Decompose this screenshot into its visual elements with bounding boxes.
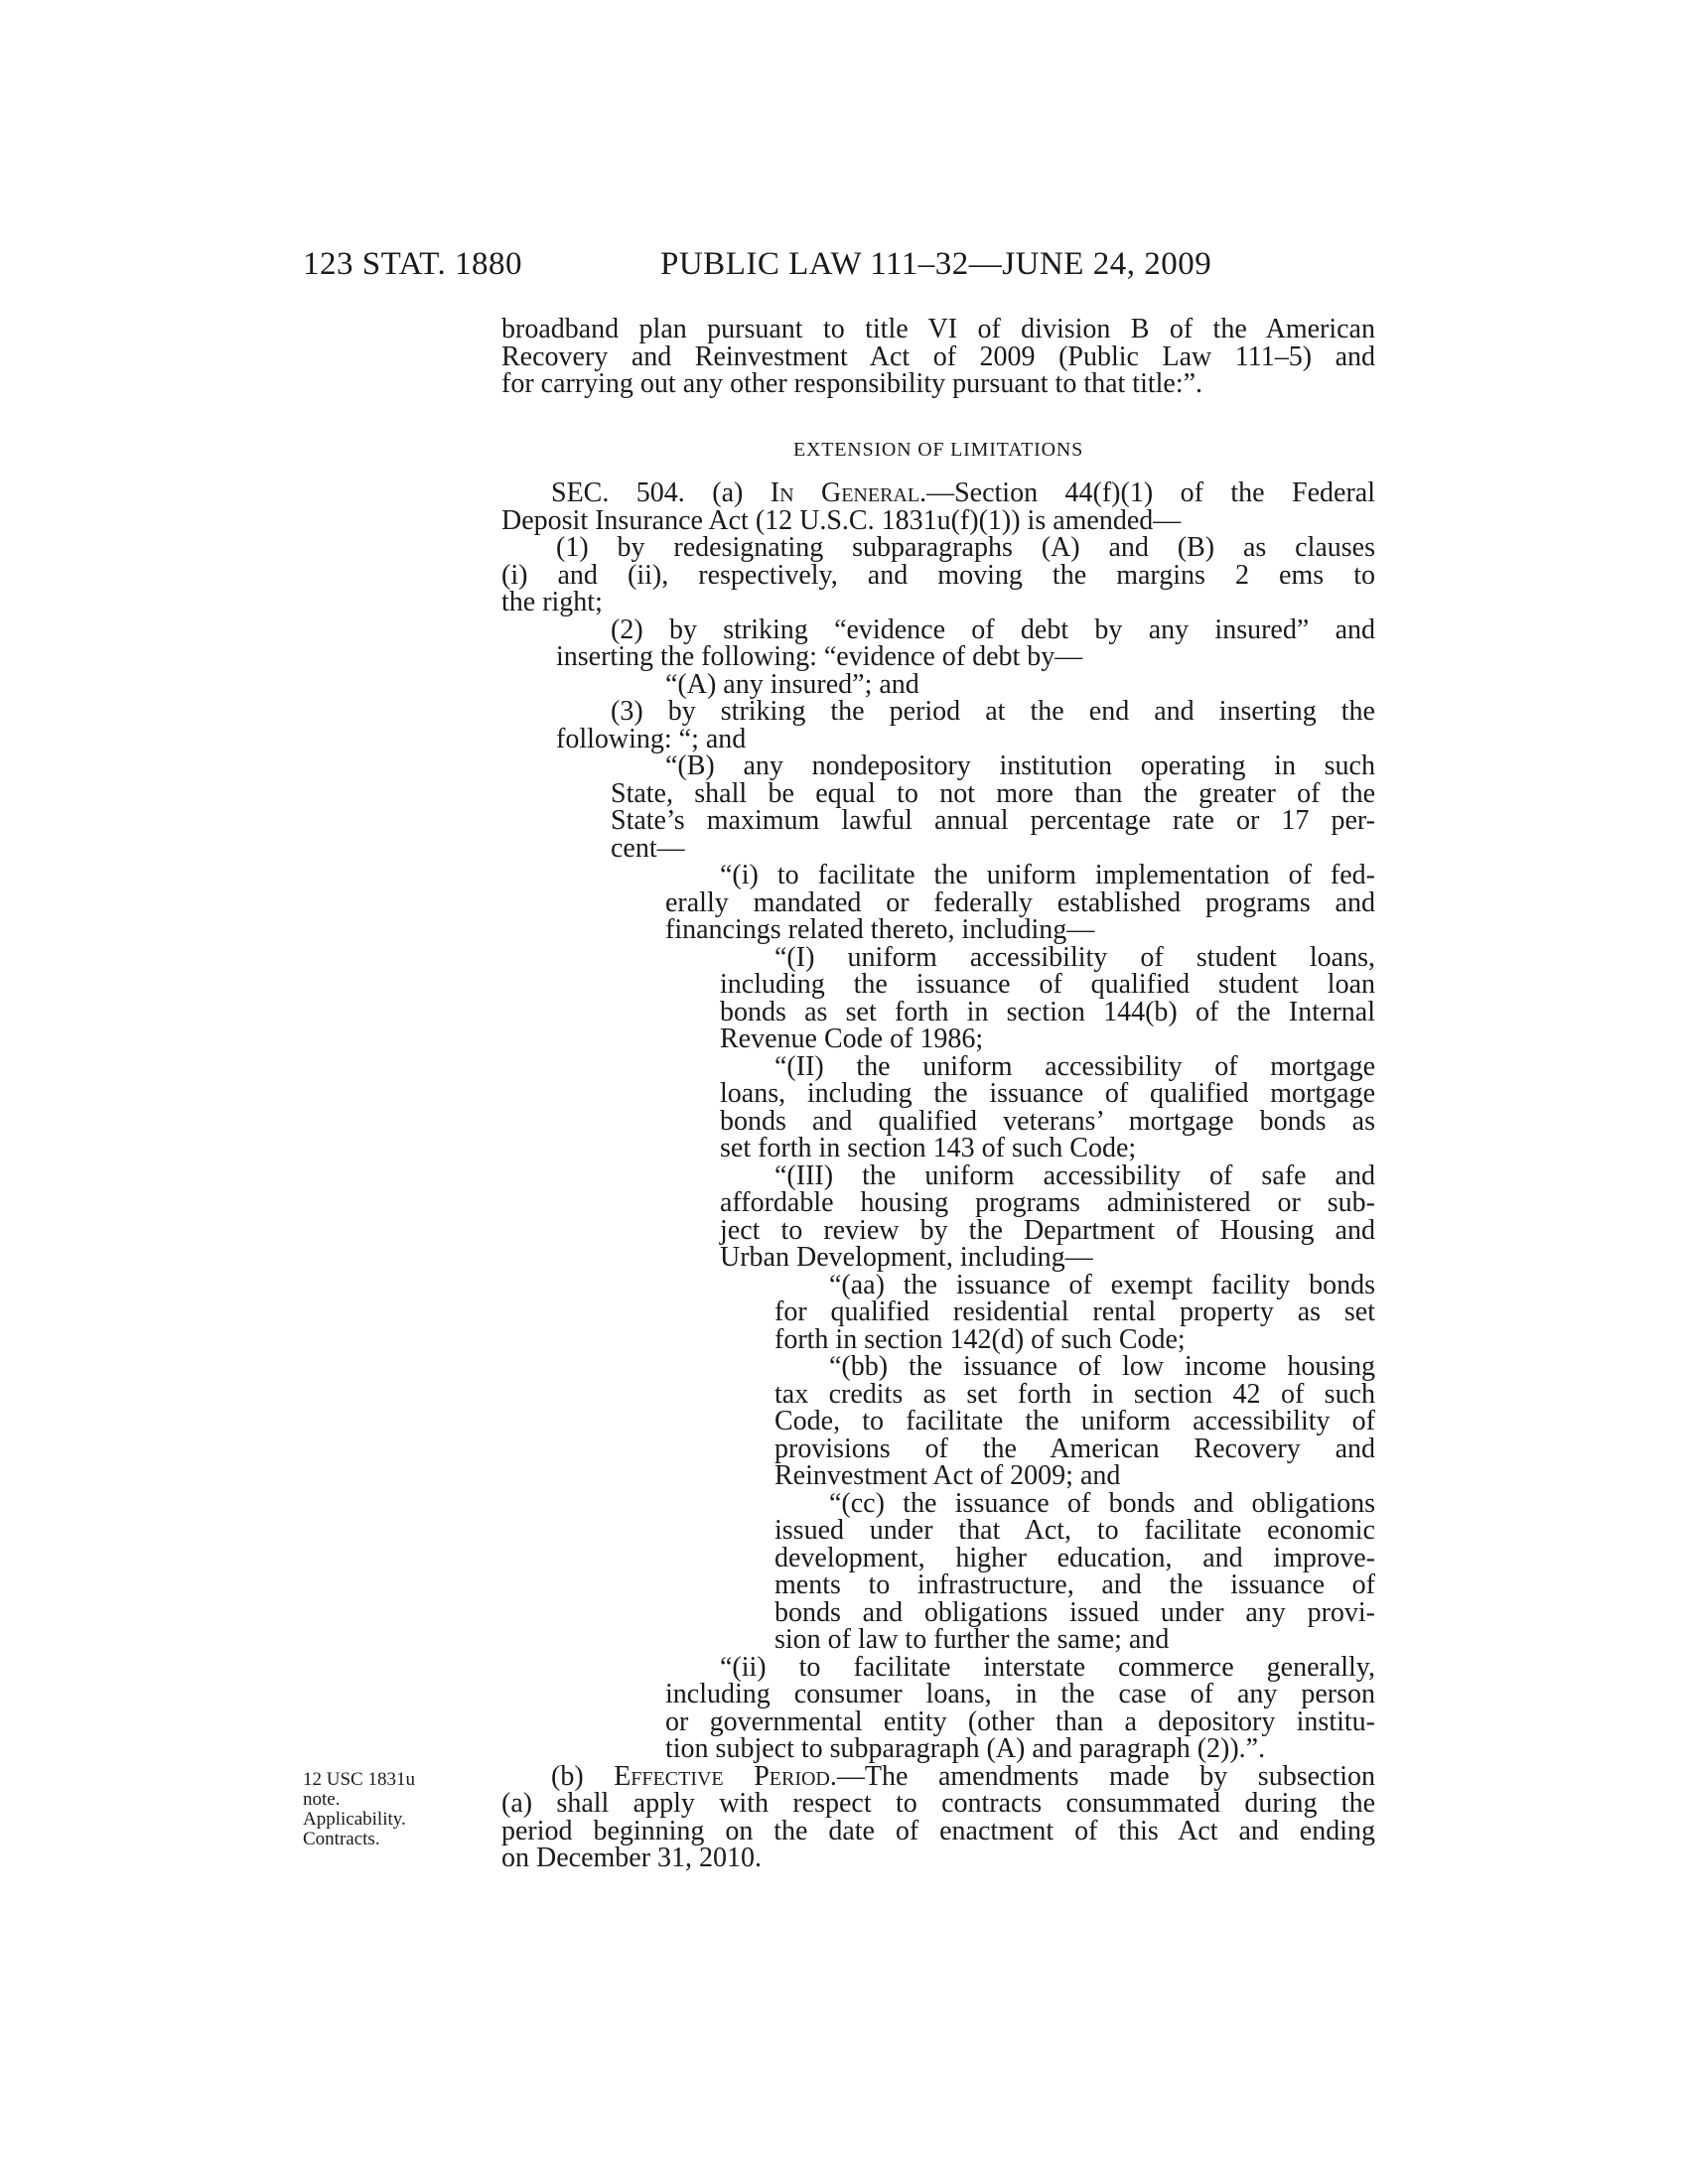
subsection-b-lead-line: (b) Effective Period.—The amendments made by subsection xyxy=(551,1760,1375,1792)
clause-i: “(i) to facilitate the uniform implementation of fed- xyxy=(720,860,1375,890)
text-line: loans, including the issuance of qualified mortgage xyxy=(720,1078,1375,1109)
paragraph-1: (1) by redesignating subparagraphs (A) and (B) as clauses xyxy=(556,532,1375,563)
text-line: for carrying out any other responsibility pursuant to that title:”. xyxy=(501,368,1203,399)
margin-note-line: note. xyxy=(303,1789,341,1810)
text-line: State, shall be equal to not more than the greater of the xyxy=(611,777,1375,809)
text-line: Recovery and Reinvestment Act of 2009 (Public Law 111–5) and xyxy=(501,341,1375,372)
text-line: tax credits as set forth in section 42 of such xyxy=(774,1378,1375,1410)
text-line: affordable housing programs administered or sub- xyxy=(720,1187,1375,1218)
paragraph-3: (3) by striking the period at the end and inserting the xyxy=(611,696,1375,727)
text-line: ments to infrastructure, and the issuance of xyxy=(774,1570,1375,1600)
text-line: Deposit Insurance Act (12 U.S.C. 1831u(f)(1)) is amended— xyxy=(501,504,1182,536)
section-504-body xyxy=(501,479,1375,1872)
text-line: including consumer loans, in the case of any person xyxy=(665,1679,1375,1709)
text-line: (i) and (ii), respectively, and moving the margins 2 ems to xyxy=(501,559,1375,591)
subclause-I: “(I) uniform accessibility of student loans, xyxy=(774,941,1375,973)
item-aa: “(aa) the issuance of exempt facility bonds xyxy=(829,1269,1375,1300)
text-line: issued under that Act, to facilitate economic xyxy=(774,1515,1375,1546)
text-line: period beginning on the date of enactment of this Act and ending xyxy=(501,1815,1375,1846)
text-line: broadband plan pursuant to title VI of division B of the American xyxy=(501,314,1375,344)
text-line: or governmental entity (other than a depository institu- xyxy=(665,1706,1375,1737)
subclause-III: “(III) the uniform accessibility of safe and xyxy=(774,1160,1375,1191)
text-line: sion of law to further the same; and xyxy=(774,1624,1170,1655)
text-line: including the issuance of qualified student loan xyxy=(720,969,1375,1000)
text-line: development, higher education, and improve- xyxy=(774,1542,1375,1573)
margin-note-line: Contracts. xyxy=(303,1829,380,1849)
text-line: bonds and obligations issued under any provi- xyxy=(774,1596,1375,1628)
text-line: set forth in section 143 of such Code; xyxy=(720,1133,1137,1163)
text-line: ject to review by the Department of Housing and xyxy=(720,1214,1375,1246)
text-line: State’s maximum lawful annual percentage rate or 17 per- xyxy=(611,805,1375,836)
text-line: Urban Development, including— xyxy=(720,1242,1093,1273)
margin-note-line: Applicability. xyxy=(303,1809,406,1830)
margin-note-line: 12 USC 1831u xyxy=(303,1769,415,1790)
subsection-caption: In General xyxy=(770,478,920,508)
paragraph-2: (2) by striking “evidence of debt by any insured” and xyxy=(611,614,1375,645)
clause-ii: “(ii) to facilitate interstate commerce generally, xyxy=(720,1651,1375,1683)
item-cc: “(cc) the issuance of bonds and obligations xyxy=(829,1487,1375,1519)
running-head: PUBLIC LAW 111–32—JUNE 24, 2009 xyxy=(660,246,1212,282)
text-line: inserting the following: “evidence of debt by— xyxy=(556,641,1083,672)
text-line: financings related thereto, including— xyxy=(665,914,1095,945)
subsection-caption: Effective Period xyxy=(614,1760,830,1792)
text-line: bonds as set forth in section 144(b) of the Internal xyxy=(720,996,1375,1027)
text-line: forth in section 142(d) of such Code; xyxy=(774,1323,1186,1355)
subparagraph-a: “(A) any insured”; and xyxy=(665,668,919,700)
text-line: tion subject to subparagraph (A) and paragraph (2)).”. xyxy=(665,1733,1266,1764)
text-line: the right; xyxy=(501,587,603,617)
continued-text-block xyxy=(501,316,1375,398)
text-line: (a) shall apply with respect to contracts consummated during the xyxy=(501,1788,1375,1819)
text-line: on December 31, 2010. xyxy=(501,1843,763,1873)
subparagraph-b: “(B) any nondepository institution operating in such xyxy=(665,751,1375,781)
text-line: erally mandated or federally established programs and xyxy=(665,887,1375,918)
text-line: Reinvestment Act of 2009; and xyxy=(774,1460,1121,1491)
text-line: Revenue Code of 1986; xyxy=(720,1024,984,1054)
item-bb: “(bb) the issuance of low income housing xyxy=(829,1351,1375,1382)
text-line: for qualified residential rental property as set xyxy=(774,1297,1375,1327)
text-line: cent— xyxy=(611,832,685,864)
margin-note xyxy=(303,1770,415,1849)
text-line: Code, to facilitate the uniform accessibility of xyxy=(774,1406,1375,1436)
section-lead-line: SEC. 504. (a) In General.—Section 44(f)(1) of the Federal xyxy=(551,478,1375,508)
subclause-II: “(II) the uniform accessibility of mortgage xyxy=(774,1050,1375,1082)
page-citation: 123 STAT. 1880 xyxy=(303,246,523,282)
text-line: bonds and qualified veterans’ mortgage bonds as xyxy=(720,1105,1375,1137)
section-heading: EXTENSION OF LIMITATIONS xyxy=(792,439,1084,461)
text-line: following: “; and xyxy=(556,723,747,754)
text-line: provisions of the American Recovery and xyxy=(774,1433,1375,1464)
